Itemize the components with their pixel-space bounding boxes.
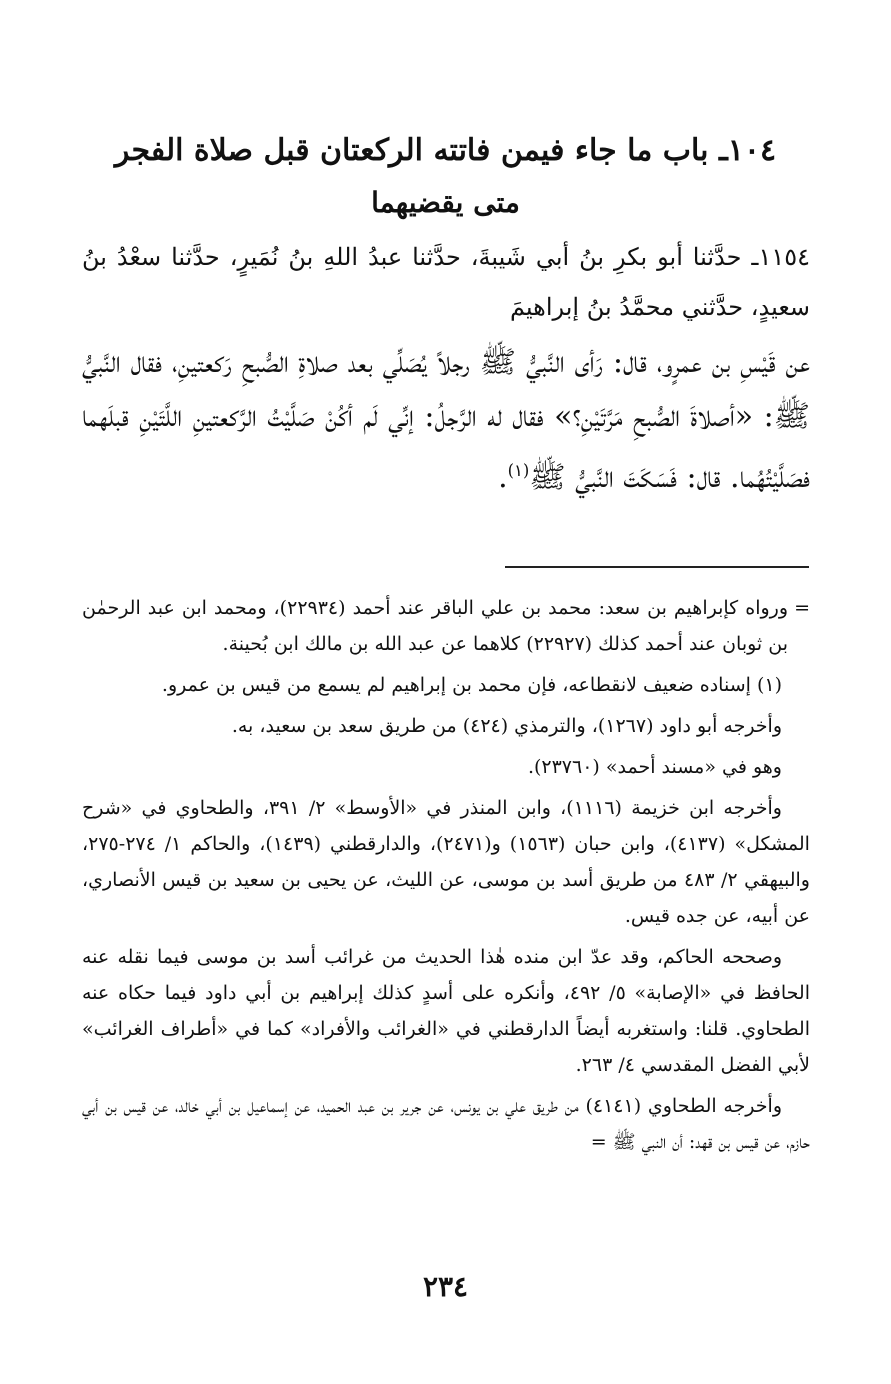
continuation-mark: = bbox=[794, 597, 810, 619]
footnote-paragraph: وأخرجه الطحاوي (٤١٤١) من طريق علي بن يونس، عن جرير بن عبد الحميد، عن إسماعيل بن أبي خالد، عن قيس بن أبي حازم، عن قيس بن قهد: أن النبي ﷺ = bbox=[82, 1095, 810, 1153]
hadith-matn-text: عن قَيْسِ بن عمرٍو، قال: رَأى النَّبيُّ ﷺ رجلاً يُصَلِّي بعد صلاةِ الصُّبحِ رَكعتينِ، فقال النَّبيُّ ﷺ: «أصلاةَ الصُّبحِ مَرَّتَيْنِ؟» فقال له الرَّجلُ: إنِّي لَم أكُنْ صَلَّيْتُ الرَّكعتينِ اللَّتَيْنِ قبلَهما فصَلَّيْتُهُما. قال: فَسَكَتَ النَّبيُّ ﷺ bbox=[82, 345, 810, 495]
footnote-continuation-text: ورواه كإبراهيم بن سعد: محمد بن علي الباقر عند أحمد (٢٢٩٣٤)، ومحمد ابن عبد الرحمٰن بن ثوبان عند أحمد كذلك (٢٢٩٢٧) كلاهما عن عبد الله بن مالك ابن بُحينة. bbox=[82, 597, 788, 655]
footnote-paragraph: وأخرجه ابن خزيمة (١١١٦)، وابن المنذر في «الأوسط» ٢/ ٣٩١، والطحاوي في «شرح المشكل» (٤١٣٧)، وابن حبان (١٥٦٣) و(٢٤٧١)، والدارقطني (١٤٣٩)، والحاكم ١/ ٢٧٤-٢٧٥، والبيهقي ٢/ ٤٨٣ من طريق أسد بن موسى، عن الليث، عن يحيى بن سعيد بن قيس الأنصاري، عن أبيه، عن جده قيس. bbox=[82, 797, 810, 927]
hadith-isnad: ١١٥٤ـ حدَّثنا أبو بكرِ بنُ أبي شَيبةَ، حدَّثنا عبدُ اللهِ بنُ نُمَيرٍ، حدَّثنا سعْدُ بنُ سعيدٍ، حدَّثني محمَّدُ بنُ إبراهيمَ bbox=[82, 243, 810, 321]
footnote-continuation bbox=[82, 590, 810, 662]
page-number: ٢٣٤ bbox=[422, 1270, 469, 1303]
footnote-1: (١) إسناده ضعيف لانقطاعه، فإن محمد بن إبراهيم لم يسمع من قيس بن عمرو. bbox=[161, 674, 782, 696]
footnotes bbox=[82, 590, 810, 1165]
chapter-heading-continuation: متى يقضيهما bbox=[371, 186, 520, 219]
hadith-matn bbox=[82, 336, 810, 505]
footnote-paragraph: وهو في «مسند أحمد» (٢٣٧٦٠). bbox=[527, 756, 782, 778]
footnote-paragraph: وأخرجه أبو داود (١٢٦٧)، والترمذي (٤٢٤) من طريق سعد بن سعيد، به. bbox=[231, 715, 782, 737]
chapter-heading: ١٠٤ـ باب ما جاء فيمن فاتته الركعتان قبل صلاة الفجر bbox=[114, 133, 777, 168]
footnote-separator bbox=[505, 566, 809, 568]
footnote-paragraph: وصححه الحاكم، وقد عدّ ابن منده هٰذا الحديث من غرائب أسد بن موسى فيما نقله عنه الحافظ في «الإصابة» ٥/ ٤٩٢، وأنكره على أسدٍ كذلك إبراهيم بن أبي داود فيما حكاه عنه الطحاوي. قلنا: واستغربه أيضاً الدارقطني في «الغرائب والأفراد» كما في «أطراف الغرائب» لأبي الفضل المقدسي ٤/ ٢٦٣. bbox=[82, 946, 810, 1076]
hadith-end-mark: . bbox=[498, 460, 508, 495]
footnote-reference: (١) bbox=[507, 461, 530, 480]
